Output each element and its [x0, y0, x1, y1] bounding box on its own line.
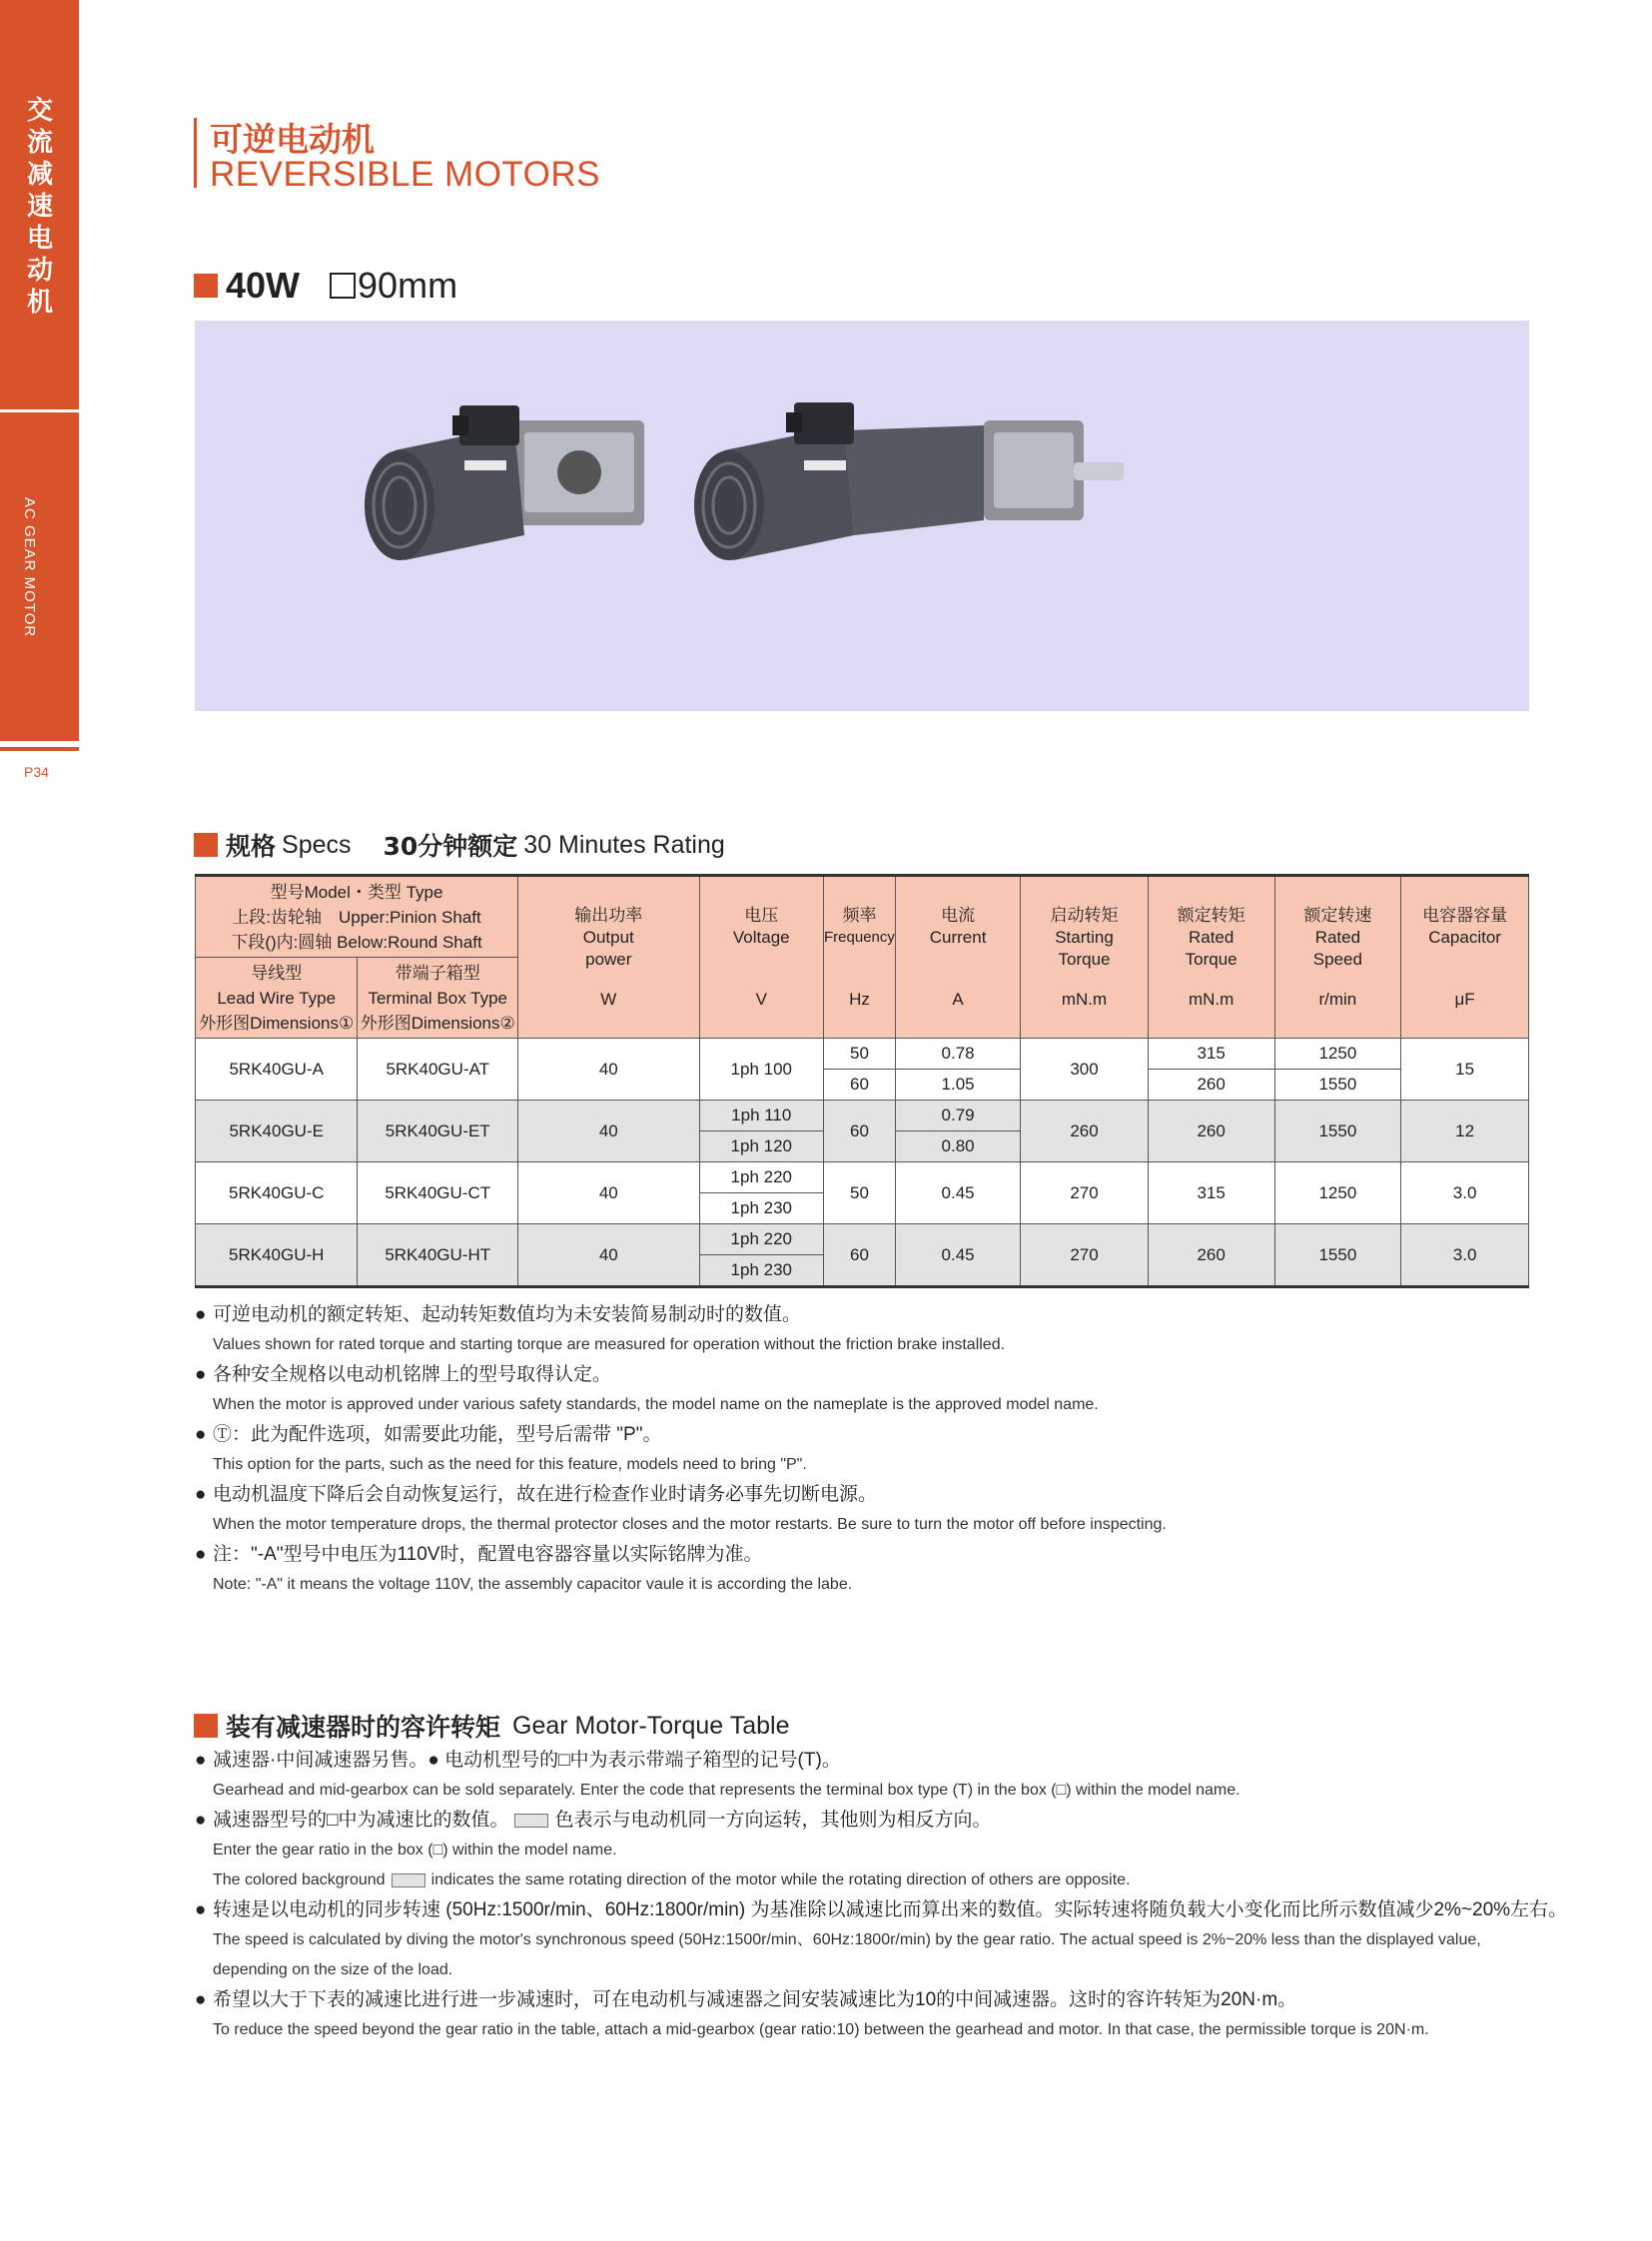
header-rated-speed [1274, 876, 1401, 1039]
cell-starting: 270 [1021, 1162, 1148, 1224]
sidebar-underline [0, 747, 79, 751]
header-voltage [699, 876, 824, 1039]
note-cn: ● 减速器型号的□中为减速比的数值。 色表示与电动机同一方向运转，其他则为相反方向。 [195, 1810, 992, 1831]
cell-term: 5RK40GU-CT [358, 1162, 518, 1224]
cell-lead: 5RK40GU-C [196, 1162, 358, 1224]
cell-torque: 260 [1148, 1101, 1274, 1162]
note-text: Ⓣ：此为配件选项，如需要此功能，型号后需带 "P"。 [213, 1424, 662, 1445]
title-accent-bar [194, 118, 197, 188]
frame-size: 90mm [358, 265, 458, 306]
cell-speed: 1550 [1274, 1224, 1401, 1287]
cell-term: 5RK40GU-HT [358, 1224, 518, 1287]
rated-speed-en: Rated [1314, 927, 1361, 947]
cell-term: 5RK40GU-AT [358, 1039, 518, 1101]
header-lead-wire [196, 958, 358, 1039]
cell-torque: 260 [1148, 1070, 1274, 1101]
square-bullet-icon [194, 1714, 218, 1738]
spec-table [195, 874, 1529, 1288]
cell-speed: 1550 [1274, 1101, 1401, 1162]
note-text: 电动机温度下降后会自动恢复运行，故在进行检查作业时请务必事先切断电源。 [213, 1484, 878, 1505]
cell-voltage: 1ph 230 [699, 1255, 824, 1287]
header-model [196, 876, 518, 958]
note-text: 希望以大于下表的减速比进行进一步减速时，可在电动机与减速器之间安装减速比为10的中间减速器。这时的容许转矩为20N·m。 [213, 1989, 1297, 2010]
cell-freq: 60 [824, 1224, 896, 1287]
term-line1: 带端子箱型 [395, 963, 480, 983]
gear-heading [194, 1708, 789, 1744]
voltage-unit: V [755, 989, 767, 1009]
voltage-cn: 电压 [744, 905, 779, 925]
cell-output: 40 [518, 1224, 699, 1287]
note-text: 注："-A"型号中电压为110V时，配置电容器容量以实际铭牌为准。 [213, 1544, 763, 1565]
note-en: Values shown for rated torque and starting torque are measured for operation without the friction brake installed. [213, 1336, 1006, 1353]
header-model-line2: 上段:齿轮轴 Upper:Pinion Shaft [232, 907, 481, 927]
table-row [196, 1162, 1529, 1193]
note-cn: ● 减速器·中间减速器另售。● 电动机型号的□中为表示带端子箱型的记号(T)。 [195, 1750, 841, 1771]
rating-heading-en: 30 Minutes Rating [523, 830, 725, 859]
cell-freq: 60 [824, 1101, 896, 1162]
rated-speed-en2: Speed [1312, 949, 1362, 969]
header-model-line3: 下段()内:圆轴 Below:Round Shaft [231, 932, 482, 952]
sidebar-category-cn: 交流减速电动机 [26, 96, 53, 318]
current-unit: A [952, 989, 964, 1009]
power-rating: 40W [226, 265, 301, 306]
note-text: The colored background [213, 1871, 386, 1888]
capacitor-cn: 电容器容量 [1422, 905, 1508, 925]
current-en: Current [929, 927, 987, 947]
note-text: 色表示与电动机同一方向运转，其他则为相反方向。 [554, 1810, 992, 1831]
sidebar-divider [0, 409, 79, 412]
square-bullet-icon [194, 274, 218, 298]
cell-current: 0.79 [895, 1101, 1020, 1131]
header-output [518, 876, 699, 1039]
cell-lead: 5RK40GU-E [196, 1101, 358, 1162]
sidebar-category-en: AC GEAR MOTOR [21, 497, 38, 638]
cell-current: 1.05 [895, 1070, 1020, 1101]
freq-cn: 频率 [842, 905, 877, 925]
cell-speed: 1250 [1274, 1039, 1401, 1070]
freq-unit: Hz [849, 989, 870, 1009]
rated-torque-cn: 额定转矩 [1177, 905, 1245, 925]
cell-term: 5RK40GU-ET [358, 1101, 518, 1162]
motor-image-right [694, 402, 1124, 560]
specs-heading-cn: 规格 [226, 832, 277, 861]
note-text: 减速器·中间减速器另售。● 电动机型号的□中为表示带端子箱型的记号(T)。 [213, 1750, 841, 1771]
page-title-cn: 可逆电动机 [210, 120, 375, 159]
note-cn: ● 各种安全规格以电动机铭牌上的型号取得认定。 [195, 1364, 612, 1385]
header-capacitor [1401, 876, 1529, 1039]
note-text: indicates the same rotating direction of the motor while the rotating direction of others are opposite. [430, 1871, 1131, 1888]
term-line3: 外形图Dimensions② [360, 1013, 515, 1033]
cell-current: 0.45 [895, 1162, 1020, 1224]
capacitor-unit: μF [1454, 989, 1475, 1009]
rating-heading-cn: 30分钟额定 [383, 832, 518, 861]
voltage-en: Voltage [732, 927, 790, 947]
output-en2: power [585, 949, 632, 969]
note-en: This option for the parts, such as the need for this feature, models need to bring "P". [213, 1456, 807, 1473]
table-row [196, 1039, 1529, 1070]
cell-current: 0.78 [895, 1039, 1020, 1070]
cell-starting: 270 [1021, 1224, 1148, 1287]
freq-en: Frequency [824, 928, 895, 946]
table-row [196, 1101, 1529, 1131]
capacitor-en: Capacitor [1428, 927, 1501, 947]
cell-freq: 50 [824, 1039, 896, 1070]
note-cn: ● 希望以大于下表的减速比进行进一步减速时，可在电动机与减速器之间安装减速比为10的中间减速器。这时的容许转矩为20N·m。 [195, 1989, 1297, 2010]
cell-lead: 5RK40GU-A [196, 1039, 358, 1101]
cell-torque: 315 [1148, 1039, 1274, 1070]
header-rated-torque [1148, 876, 1274, 1039]
note-en: depending on the size of the load. [213, 1961, 453, 1978]
note-en: When the motor temperature drops, the thermal protector closes and the motor restarts. Be sure to turn the motor off before inspecting. [213, 1516, 1167, 1533]
gear-heading-en: Gear Motor-Torque Table [512, 1711, 790, 1740]
note-cn: ● 电动机温度下降后会自动恢复运行，故在进行检查作业时请务必事先切断电源。 [195, 1484, 878, 1505]
header-terminal-box [358, 958, 518, 1039]
rated-torque-en2: Torque [1185, 949, 1238, 969]
cell-voltage: 1ph 100 [699, 1039, 824, 1101]
rated-torque-unit: mN.m [1188, 989, 1235, 1009]
specs-heading-en: Specs [282, 830, 352, 859]
cell-speed: 1550 [1274, 1070, 1401, 1101]
rated-speed-unit: r/min [1318, 989, 1357, 1009]
starting-cn: 启动转矩 [1050, 905, 1119, 925]
note-cn: ● 注："-A"型号中电压为110V时，配置电容器容量以实际铭牌为准。 [195, 1544, 763, 1565]
spec-notes [195, 1300, 1573, 1600]
note-en: Note: "-A" it means the voltage 110V, the assembly capacitor vaule it is according the labe. [213, 1576, 853, 1593]
specs-heading [194, 827, 725, 863]
cell-capacitor: 12 [1401, 1101, 1529, 1162]
table-row [196, 1224, 1529, 1255]
square-bullet-icon [194, 833, 218, 857]
sidebar [0, 0, 79, 741]
note-cn: ● Ⓣ：此为配件选项，如需要此功能，型号后需带 "P"。 [195, 1424, 662, 1445]
cell-current: 0.45 [895, 1224, 1020, 1287]
cell-lead: 5RK40GU-H [196, 1224, 358, 1287]
cell-output: 40 [518, 1101, 699, 1162]
header-model-line1: 型号Model・类型 Type [270, 882, 443, 902]
page-number: P34 [24, 764, 49, 780]
note-en: When the motor is approved under various safety standards, the model name on the nameplate is the approved model name. [213, 1396, 1099, 1413]
motor-image-left [365, 405, 644, 560]
cell-freq: 50 [824, 1162, 896, 1224]
cell-torque: 315 [1148, 1162, 1274, 1224]
cell-capacitor: 3.0 [1401, 1162, 1529, 1224]
cell-capacitor: 15 [1401, 1039, 1529, 1101]
starting-en: Starting [1055, 927, 1114, 947]
cell-voltage: 1ph 220 [699, 1224, 824, 1255]
page-title-en: REVERSIBLE MOTORS [210, 155, 601, 194]
note-text: 各种安全规格以电动机铭牌上的型号取得认定。 [213, 1364, 612, 1385]
header-starting-torque [1021, 876, 1148, 1039]
current-cn: 电流 [941, 905, 976, 925]
cell-voltage: 1ph 230 [699, 1193, 824, 1224]
note-en: The speed is calculated by diving the motor's synchronous speed (50Hz:1500r/min、60Hz:1800r/min) by the gear ratio. The actual speed is 2%~20% less than the displayed value, [213, 1931, 1481, 1948]
starting-unit: mN.m [1061, 989, 1108, 1009]
header-freq [824, 876, 896, 1039]
cell-output: 40 [518, 1039, 699, 1101]
lead-line2: Lead Wire Type [217, 988, 337, 1008]
starting-en2: Torque [1058, 949, 1111, 969]
note-text: 转速是以电动机的同步转速 (50Hz:1500r/min、60Hz:1800r/min) 为基准除以减速比而算出来的数值。实际转速将随负载大小变化而比所示数值减少2%~20%左右。 [213, 1899, 1568, 1920]
note-text: 减速器型号的□中为减速比的数值。 [213, 1810, 509, 1831]
lead-line3: 外形图Dimensions① [199, 1013, 355, 1033]
cell-torque: 260 [1148, 1224, 1274, 1287]
cell-capacitor: 3.0 [1401, 1224, 1529, 1287]
header-current [895, 876, 1020, 1039]
output-unit: W [600, 989, 617, 1009]
color-swatch-icon [514, 1814, 548, 1828]
cell-current: 0.80 [895, 1131, 1020, 1162]
output-cn: 输出功率 [574, 905, 643, 925]
cell-starting: 260 [1021, 1101, 1148, 1162]
cell-voltage: 1ph 110 [699, 1101, 824, 1131]
cell-voltage: 1ph 220 [699, 1162, 824, 1193]
color-swatch-icon [392, 1873, 425, 1887]
note-en [195, 1866, 1573, 1895]
motor-images [195, 321, 1529, 711]
cell-freq: 60 [824, 1070, 896, 1101]
cell-speed: 1250 [1274, 1162, 1401, 1224]
product-photo [195, 321, 1529, 711]
product-heading [194, 265, 457, 307]
cell-output: 40 [518, 1162, 699, 1224]
rated-speed-cn: 额定转速 [1303, 905, 1372, 925]
lead-line1: 导线型 [251, 963, 303, 983]
note-cn: ● 可逆电动机的额定转矩、起动转矩数值均为未安装简易制动时的数值。 [195, 1304, 802, 1325]
rated-torque-en: Rated [1188, 927, 1235, 947]
note-cn: ● 转速是以电动机的同步转速 (50Hz:1500r/min、60Hz:1800r/min) 为基准除以减速比而算出来的数值。实际转速将随负载大小变化而比所示数值减少2%~20%左右。 [195, 1899, 1568, 1920]
cell-starting: 300 [1021, 1039, 1148, 1101]
output-en: Output [582, 927, 634, 947]
term-line2: Terminal Box Type [368, 988, 507, 1008]
note-en: Gearhead and mid-gearbox can be sold separately. Enter the code that represents the terminal box type (T) in the box (□) within the model name. [213, 1782, 1240, 1799]
note-en: Enter the gear ratio in the box (□) within the model name. [213, 1842, 617, 1859]
note-en: To reduce the speed beyond the gear ratio in the table, attach a mid-gearbox (gear ratio:10) between the gearhead and motor. In that case, the permissible torque is 20N·m. [213, 2021, 1429, 2038]
cell-voltage: 1ph 120 [699, 1131, 824, 1162]
gear-heading-cn: 装有减速器时的容许转矩 [226, 1713, 501, 1742]
square-outline-icon [330, 273, 356, 299]
note-text: 可逆电动机的额定转矩、起动转矩数值均为未安装简易制动时的数值。 [213, 1304, 802, 1325]
gear-notes [195, 1746, 1573, 2045]
